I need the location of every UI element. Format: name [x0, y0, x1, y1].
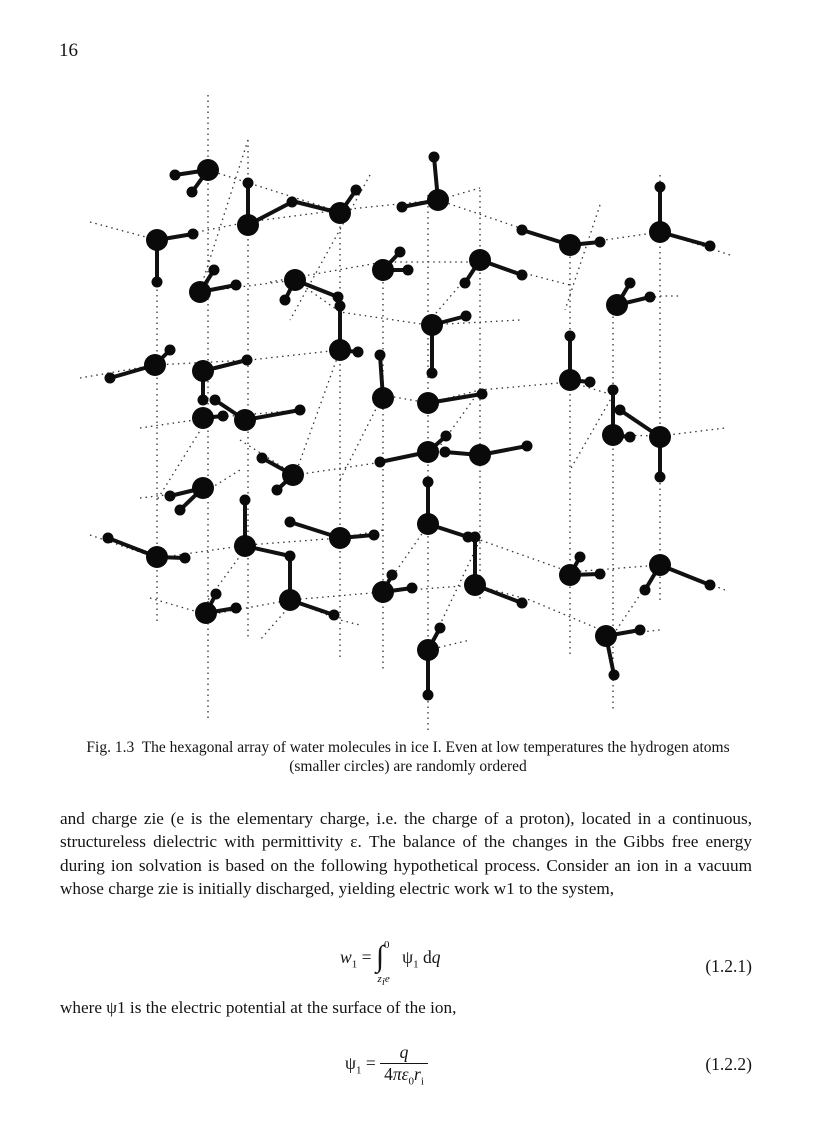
equation-2-math: $\psi_1$ = $\frac{q}{4\pi\varepsilon_0r_i}$	[345, 1042, 428, 1088]
equation-1-number: (1.2.1)	[705, 956, 752, 976]
paragraph-2: where ψ1 is the electric potential at the surface of the ion,	[60, 998, 457, 1017]
paragraph-1: and charge zie (e is the elementary charge, i.e. the charge of a proton), located in a continuous, structureless dielectric with permittivity ε. The balance of the changes in the Gibbs free energy during ion solvation is based on the following hypothetical process. Consider an ion in a vacuum whose charge zie is initially discharged, yielding electric work w1 to the system,	[60, 809, 752, 899]
equation-2-number: (1.2.2)	[705, 1054, 752, 1074]
page-number: 16	[59, 40, 78, 61]
figure-caption	[78, 738, 738, 776]
caption-label: Fig. 1.3	[86, 739, 135, 756]
caption-text: The hexagonal array of water molecules in ice I. Even at low temperatures the hydrogen atoms (smaller circles) are randomly ordered	[141, 739, 730, 775]
equation-2	[60, 1040, 752, 1090]
hydrogen-atoms	[103, 152, 716, 701]
lattice-dotted-lines	[80, 95, 730, 730]
equation-1	[60, 938, 752, 988]
equation-1-math: $w_1 = \int^0_{z_ie}$ $\psi_1$ dq	[340, 939, 441, 988]
